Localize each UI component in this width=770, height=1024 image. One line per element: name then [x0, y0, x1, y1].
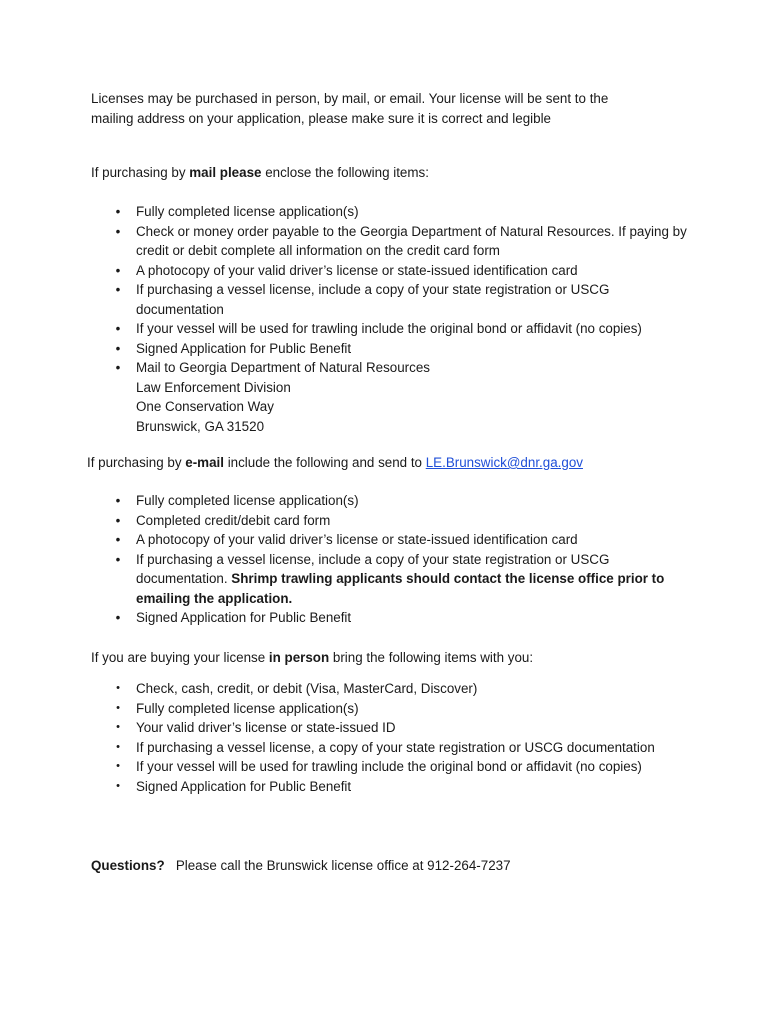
person-heading-pre: If you are buying your license	[91, 650, 269, 665]
email-section-heading	[87, 453, 687, 473]
list-item: • If purchasing a vessel license, a copy of your state registration or USCG documentation	[91, 738, 691, 758]
bullet-icon: •	[116, 740, 120, 753]
questions-line	[91, 856, 691, 876]
list-item: • Fully completed license application(s)	[91, 202, 691, 222]
bullet-icon: •	[115, 493, 121, 508]
mailing-address-item	[91, 358, 691, 436]
shrimp-trawling-notice: Shrimp trawling applicants should contact the license office prior to emailing the application.	[136, 571, 665, 606]
bullet-icon: •	[115, 321, 121, 336]
list-item: • Completed credit/debit card form	[91, 511, 691, 531]
intro-line-2: mailing address on your application, please make sure it is correct and legible	[91, 110, 551, 126]
bullet-icon: •	[115, 204, 121, 219]
in-person-section-heading	[91, 648, 691, 668]
mail-heading-pre: If purchasing by	[91, 165, 190, 180]
list-item: • Signed Application for Public Benefit	[91, 777, 691, 797]
mail-heading-bold: mail please	[189, 165, 262, 180]
in-person-items-list	[91, 679, 691, 796]
address-line-2: Law Enforcement Division	[136, 379, 291, 395]
address-line-3: One Conservation Way	[136, 399, 274, 414]
list-item: • If purchasing a vessel license, include a copy of your state registration or USCG documentation	[91, 280, 691, 319]
list-item: • If your vessel will be used for trawling include the original bond or affidavit (no copies)	[91, 319, 691, 339]
bullet-icon: •	[115, 532, 121, 547]
email-heading-bold: e-mail	[185, 455, 224, 470]
bullet-icon: •	[115, 360, 121, 375]
bullet-icon: •	[115, 512, 121, 528]
intro-paragraph	[91, 89, 691, 128]
email-heading-post: include the following and send to	[223, 455, 426, 470]
bullet-icon: •	[116, 682, 120, 694]
questions-label: Questions?	[91, 858, 165, 873]
bullet-icon: •	[116, 779, 120, 792]
email-heading-pre: If purchasing by	[87, 455, 186, 470]
address-line-4: Brunswick, GA 31520	[136, 418, 265, 434]
bullet-icon: •	[115, 551, 121, 567]
bullet-icon: •	[116, 760, 120, 772]
list-item: • Check, cash, credit, or debit (Visa, MasterCard, Discover)	[91, 679, 691, 699]
mail-items-list	[91, 202, 691, 436]
email-items-list	[91, 491, 691, 628]
person-heading-bold: in person	[268, 650, 330, 665]
mail-heading-post: enclose the following items:	[261, 165, 429, 180]
list-item: • Signed Application for Public Benefit	[91, 339, 691, 359]
bullet-icon: •	[116, 721, 120, 733]
list-item: • Signed Application for Public Benefit	[91, 608, 691, 628]
list-item: • Your valid driver’s license or state-issued ID	[91, 718, 691, 738]
list-item: • Fully completed license application(s)	[91, 699, 691, 719]
list-item: • If your vessel will be used for trawling include the original bond or affidavit (no copies)	[91, 757, 691, 777]
intro-line-1: Licenses may be purchased in person, by mail, or email. Your license will be sent to the	[91, 91, 609, 106]
list-item: • A photocopy of your valid driver’s license or state-issued identification card	[91, 261, 691, 281]
list-item: • Check or money order payable to the Georgia Department of Natural Resources. If paying by credit or debit complete all information on the credit card form	[91, 222, 691, 261]
questions-text: Please call the Brunswick license office at 912-264-7237	[164, 858, 511, 873]
bullet-icon: •	[115, 282, 121, 297]
person-heading-post: bring the following items with you:	[329, 650, 534, 665]
bullet-icon: •	[115, 262, 121, 278]
bullet-icon: •	[115, 610, 121, 625]
list-item: • Fully completed license application(s)	[91, 491, 691, 511]
bullet-icon: •	[115, 340, 121, 356]
mail-section-heading	[91, 163, 691, 183]
list-item: • A photocopy of your valid driver’s license or state-issued identification card	[91, 530, 691, 550]
vessel-item-text: If purchasing a vessel license, include a copy of your state registration or USCG documentation.	[136, 551, 610, 586]
bullet-icon: •	[116, 701, 120, 714]
address-line-1: Mail to Georgia Department of Natural Resources	[136, 360, 430, 375]
bullet-icon: •	[115, 223, 121, 239]
email-address-link[interactable]: LE.Brunswick@dnr.ga.gov	[425, 455, 583, 470]
list-item	[91, 550, 691, 609]
